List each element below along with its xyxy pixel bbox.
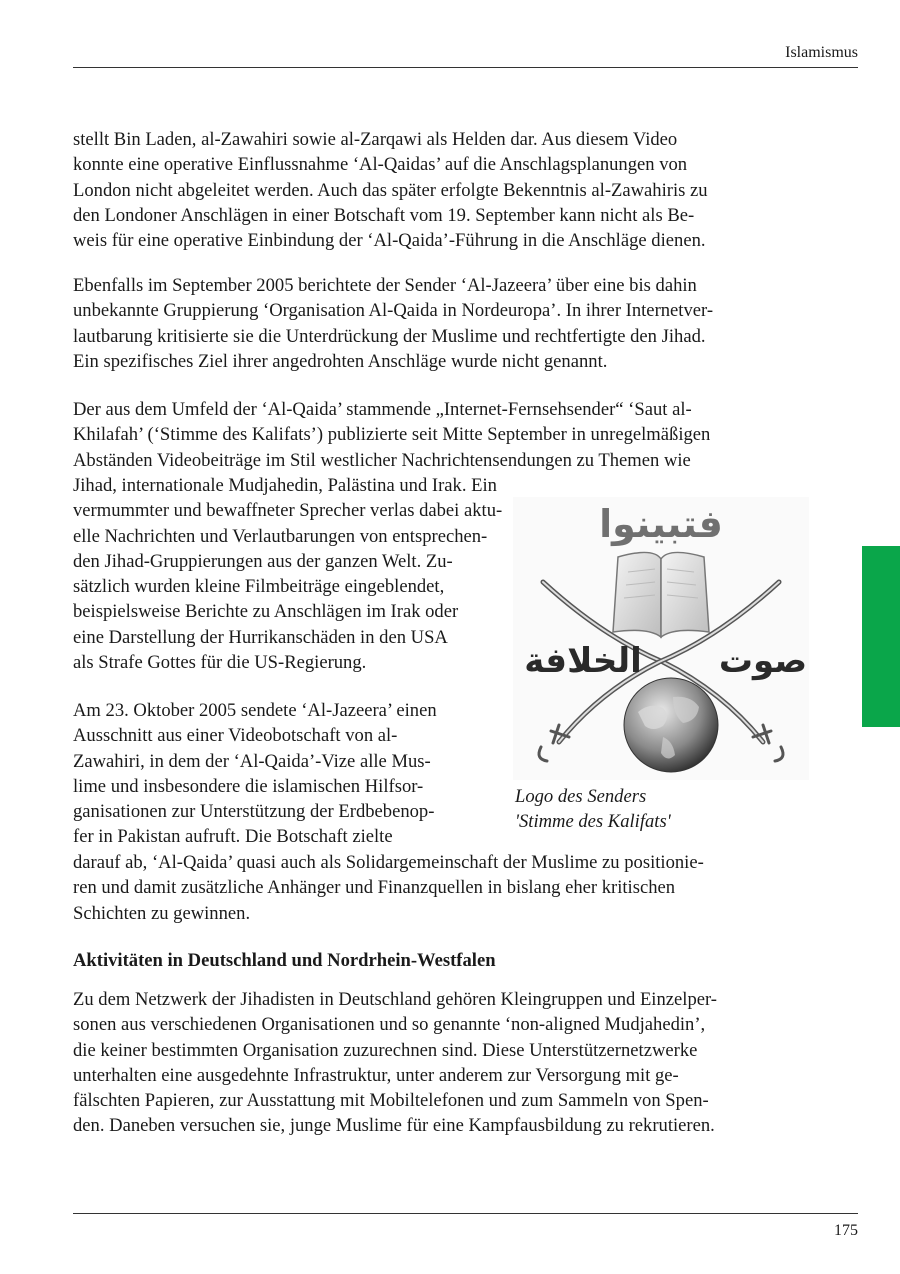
text-line: weis für eine operative Einbindung der ‘Al-Qaida’-Führung in die Anschläge dienen. — [73, 230, 706, 252]
text-line: sonen aus verschiedenen Organisationen und so genannte ‘non-aligned Mudjahedin’, — [73, 1014, 706, 1036]
text-line: fälschten Papieren, zur Ausstattung mit Mobiltelefonen und zum Sammeln von Spen- — [73, 1090, 709, 1112]
text-line: Khilafah’ (‘Stimme des Kalifats’) publizierte seit Mitte September in unregelmäßigen — [73, 424, 711, 446]
caption-line: Logo des Senders — [515, 786, 647, 807]
text-line: ganisationen zur Unterstützung der Erdbebenop- — [73, 801, 435, 823]
paragraph-5 — [73, 987, 808, 1139]
text-line: Schichten zu gewinnen. — [73, 902, 251, 924]
book-icon — [613, 552, 709, 637]
text-line: unbekannte Gruppierung ‘Organisation Al-Qaida in Nordeuropa’. In ihrer Internetver- — [73, 300, 714, 322]
logo-figure — [513, 497, 809, 780]
text-line: Zu dem Netzwerk der Jihadisten in Deutschland gehören Kleingruppen und Einzelper- — [73, 989, 717, 1010]
text-line: lime und insbesondere die islamischen Hilfsor- — [73, 775, 424, 797]
text-line: Ebenfalls im September 2005 berichtete der Sender ‘Al-Jazeera’ über eine bis dahin — [73, 275, 697, 296]
paragraph-4 — [73, 850, 808, 926]
text-line: unterhalten eine ausgedehnte Infrastruktur, unter anderem zur Versorgung mit ge- — [73, 1064, 679, 1086]
text-line: die keiner bestimmten Organisation zuzurechnen sind. Diese Unterstützernetzwerke — [73, 1039, 698, 1061]
logo-left-arabic-text: الخلافة — [524, 641, 642, 681]
paragraph-4-wrapped — [73, 698, 493, 850]
text-line: darauf ab, ‘Al-Qaida’ quasi auch als Solidargemeinschaft der Muslime zu positionie- — [73, 852, 704, 873]
text-line: lautbarung kritisierte sie die Unterdrückung der Muslime und rechtfertigte den Jihad. — [73, 325, 706, 347]
page-number: 175 — [834, 1222, 858, 1239]
text-line: konnte eine operative Einflussnahme ‘Al-Qaidas’ auf die Anschlagsplanungen von — [73, 154, 688, 176]
text-line: Ein spezifisches Ziel ihrer angedrohten Anschläge wurde nicht genannt. — [73, 350, 608, 372]
text-line: Abständen Videobeiträge im Stil westlicher Nachrichtensendungen zu Themen wie — [73, 449, 691, 471]
text-line: beispielsweise Berichte zu Anschlägen im Irak oder — [73, 601, 459, 623]
paragraph-3 — [73, 397, 808, 473]
paragraph-2 — [73, 273, 808, 374]
paragraph-1 — [73, 127, 808, 253]
globe-icon — [624, 678, 718, 772]
section-tab-marker — [862, 546, 900, 727]
paragraph-3-wrapped — [73, 473, 553, 675]
text-line: stellt Bin Laden, al-Zawahiri sowie al-Zarqawi als Helden dar. Aus diesem Video — [73, 129, 678, 150]
caption-line: 'Stimme des Kalifats' — [515, 811, 671, 832]
footer-rule — [73, 1213, 858, 1214]
header-rule — [73, 67, 858, 68]
logo-right-arabic-text: صوت — [718, 641, 808, 681]
logo-top-arabic-text: فتبينوا — [599, 502, 723, 546]
text-line: fer in Pakistan aufruft. Die Botschaft zielte — [73, 826, 393, 848]
text-line: Jihad, internationale Mudjahedin, Palästina und Irak. Ein — [73, 475, 497, 496]
text-line: vermummter und bewaffneter Sprecher verlas dabei aktu- — [73, 500, 503, 522]
text-line: sätzlich wurden kleine Filmbeiträge eingeblendet, — [73, 576, 445, 598]
text-line: Der aus dem Umfeld der ‘Al-Qaida’ stammende „Internet-Fernsehsender“ ‘Saut al- — [73, 399, 692, 420]
text-line: London nicht abgeleitet werden. Auch das später erfolgte Bekenntnis al-Zawahiris zu — [73, 179, 708, 201]
text-line: Ausschnitt aus einer Videobotschaft von al- — [73, 725, 398, 747]
text-line: als Strafe Gottes für die US-Regierung. — [73, 652, 367, 674]
text-line: den Jihad-Gruppierungen aus der ganzen Welt. Zu- — [73, 550, 453, 572]
figure-caption — [515, 784, 671, 834]
text-line: eine Darstellung der Hurrikanschäden in den USA — [73, 626, 448, 648]
saut-al-khilafah-logo — [513, 497, 809, 780]
section-heading: Aktivitäten in Deutschland und Nordrhein-Westfalen — [73, 950, 496, 971]
text-line: Zawahiri, in dem der ‘Al-Qaida’-Vize alle Mus- — [73, 750, 431, 772]
running-header: Islamismus — [785, 44, 858, 61]
text-line: den. Daneben versuchen sie, junge Muslime für eine Kampfausbildung zu rekrutieren. — [73, 1115, 715, 1137]
text-line: den Londoner Anschlägen in einer Botschaft vom 19. September kann nicht als Be- — [73, 204, 695, 226]
text-line: elle Nachrichten und Verlautbarungen von entsprechen- — [73, 525, 488, 547]
text-line: ren und damit zusätzliche Anhänger und Finanzquellen in bislang eher kritischen — [73, 877, 676, 899]
text-line: Am 23. Oktober 2005 sendete ‘Al-Jazeera’ einen — [73, 700, 437, 721]
